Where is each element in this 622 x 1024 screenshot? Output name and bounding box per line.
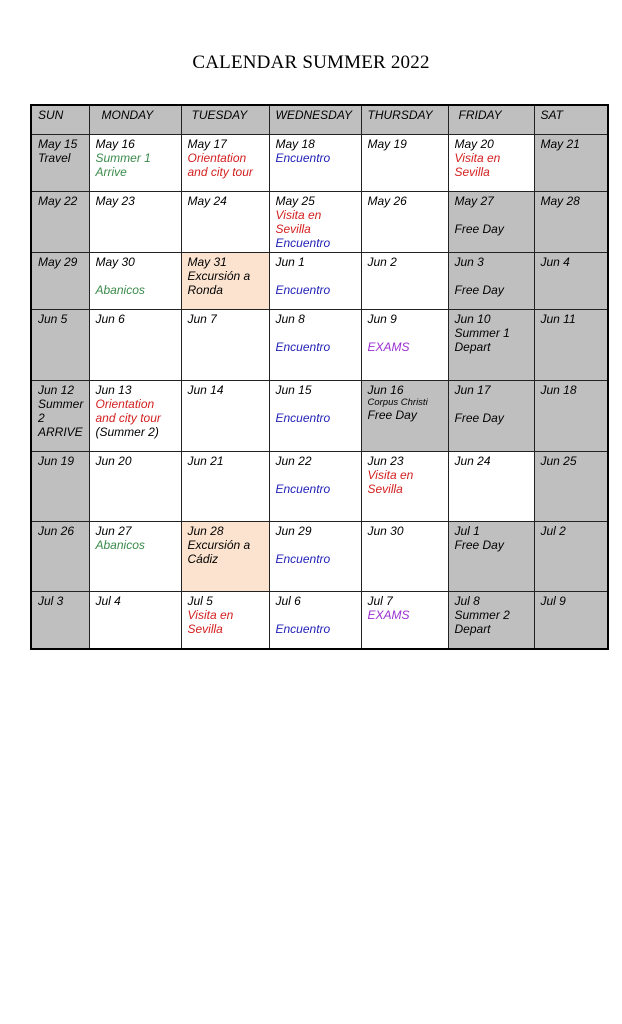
day-date: May 19 xyxy=(367,137,407,151)
day-cell xyxy=(269,522,361,592)
header-thursday: THURSDAY xyxy=(361,105,448,135)
event-text xyxy=(455,269,528,283)
week-row xyxy=(31,452,608,522)
day-cell xyxy=(534,592,608,650)
day-cell xyxy=(448,253,534,310)
event-text: Visita en xyxy=(367,468,414,482)
day-date: Jun 20 xyxy=(95,454,132,468)
event-text: ARRIVE xyxy=(38,425,83,439)
event-text: Sevilla xyxy=(187,622,223,636)
week-row xyxy=(31,192,608,253)
day-cell xyxy=(448,381,534,452)
day-cell xyxy=(361,253,448,310)
event-text: Orientation xyxy=(187,151,247,165)
day-date: Jun 30 xyxy=(367,524,404,538)
day-cell xyxy=(448,135,534,192)
day-date: Jun 13 xyxy=(95,383,132,397)
event-text xyxy=(368,326,442,340)
event-text: Visita en xyxy=(454,151,501,165)
day-date: Jun 28 xyxy=(187,524,224,538)
day-date: Jun 2 xyxy=(367,255,397,269)
event-text: Cádiz xyxy=(187,552,219,566)
day-date: Jun 4 xyxy=(540,255,570,269)
event-text: Free Day xyxy=(367,408,417,422)
day-date: May 18 xyxy=(275,137,315,151)
day-cell xyxy=(534,135,608,192)
day-date: Jun 3 xyxy=(454,255,484,269)
day-cell xyxy=(361,192,448,253)
day-cell xyxy=(534,381,608,452)
day-date: May 22 xyxy=(38,194,78,208)
day-cell xyxy=(31,192,89,253)
event-text xyxy=(455,397,528,411)
day-date: Jul 5 xyxy=(187,594,213,608)
day-cell xyxy=(361,310,448,381)
event-text xyxy=(96,269,175,283)
day-cell xyxy=(89,381,181,452)
day-date: Jun 21 xyxy=(187,454,224,468)
day-cell xyxy=(534,452,608,522)
day-cell xyxy=(181,522,269,592)
event-text: Visita en xyxy=(275,208,322,222)
event-text: Encuentro xyxy=(275,283,331,297)
day-date: May 16 xyxy=(95,137,135,151)
event-text: Encuentro xyxy=(275,552,331,566)
day-date: May 27 xyxy=(454,194,494,208)
event-text: Summer 1 xyxy=(454,326,510,340)
event-text: Excursión a xyxy=(187,538,251,552)
event-text: Ronda xyxy=(187,283,223,297)
day-cell xyxy=(269,452,361,522)
event-text: Excursión a xyxy=(187,269,251,283)
header-monday: MONDAY xyxy=(89,105,181,135)
event-text: Depart xyxy=(454,340,491,354)
day-cell xyxy=(534,310,608,381)
day-date: May 17 xyxy=(187,137,227,151)
event-text: and city tour xyxy=(95,411,161,425)
day-date: Jul 1 xyxy=(454,524,480,538)
day-date: May 25 xyxy=(275,194,315,208)
event-text: Travel xyxy=(38,151,71,165)
event-text: Arrive xyxy=(95,165,127,179)
day-date: Jun 8 xyxy=(275,312,305,326)
day-cell xyxy=(448,192,534,253)
event-text: Encuentro xyxy=(275,411,331,425)
event-text: Encuentro xyxy=(275,622,331,636)
event-text: (Summer 2) xyxy=(95,425,159,439)
event-text: Abanicos xyxy=(95,538,145,552)
event-text: Sevilla xyxy=(454,165,490,179)
day-date: May 29 xyxy=(38,255,78,269)
event-text: Encuentro xyxy=(275,340,331,354)
day-date: May 26 xyxy=(367,194,407,208)
day-date: Jun 16 xyxy=(367,383,404,397)
day-date: Jul 9 xyxy=(540,594,566,608)
day-cell xyxy=(89,253,181,310)
header-friday: FRIDAY xyxy=(448,105,534,135)
day-cell xyxy=(181,253,269,310)
day-cell xyxy=(361,381,448,452)
header-tuesday: TUESDAY xyxy=(181,105,269,135)
day-date: Jun 9 xyxy=(367,312,397,326)
day-cell xyxy=(181,452,269,522)
week-row xyxy=(31,522,608,592)
event-text xyxy=(276,397,355,411)
day-date: May 20 xyxy=(454,137,494,151)
week-row xyxy=(31,310,608,381)
event-text: Corpus Christi xyxy=(367,397,428,408)
day-date: Jun 1 xyxy=(275,255,305,269)
event-text: Free Day xyxy=(454,411,504,425)
day-date: Jun 27 xyxy=(95,524,132,538)
event-text: Sevilla xyxy=(275,222,311,236)
week-row xyxy=(31,592,608,650)
event-text: Summer xyxy=(38,397,84,411)
header-sun: SUN xyxy=(31,105,89,135)
event-text xyxy=(276,538,355,552)
event-text: Free Day xyxy=(454,538,504,552)
day-date: Jun 26 xyxy=(38,524,75,538)
event-text: Sevilla xyxy=(367,482,403,496)
event-text: EXAMS xyxy=(367,608,410,622)
day-cell xyxy=(31,452,89,522)
day-cell xyxy=(361,592,448,650)
day-date: Jul 8 xyxy=(454,594,480,608)
day-date: Jun 17 xyxy=(454,383,491,397)
day-cell xyxy=(269,592,361,650)
day-cell xyxy=(181,310,269,381)
event-text xyxy=(276,326,355,340)
week-row xyxy=(31,381,608,452)
event-text: Abanicos xyxy=(95,283,145,297)
day-date: Jul 3 xyxy=(38,594,64,608)
event-text: EXAMS xyxy=(367,340,410,354)
event-text xyxy=(276,608,355,622)
day-cell xyxy=(89,310,181,381)
day-date: May 15 xyxy=(38,137,78,151)
event-text: Encuentro xyxy=(275,151,331,165)
day-date: May 21 xyxy=(540,137,580,151)
day-date: May 28 xyxy=(540,194,580,208)
day-date: Jun 15 xyxy=(275,383,312,397)
event-text: Summer 1 xyxy=(95,151,151,165)
event-text: Visita en xyxy=(187,608,234,622)
day-cell xyxy=(89,452,181,522)
day-date: Jul 6 xyxy=(275,594,301,608)
day-date: Jul 2 xyxy=(540,524,566,538)
day-cell xyxy=(181,381,269,452)
day-date: Jun 5 xyxy=(38,312,68,326)
day-cell xyxy=(269,310,361,381)
day-cell xyxy=(181,592,269,650)
day-cell xyxy=(448,452,534,522)
day-cell xyxy=(31,310,89,381)
day-cell xyxy=(31,592,89,650)
day-date: Jun 7 xyxy=(187,312,217,326)
day-cell xyxy=(361,522,448,592)
day-cell xyxy=(269,192,361,253)
event-text: Free Day xyxy=(454,283,504,297)
day-cell xyxy=(361,135,448,192)
event-text xyxy=(276,468,355,482)
event-text: Summer 2 xyxy=(454,608,510,622)
day-cell xyxy=(534,522,608,592)
day-date: May 31 xyxy=(187,255,227,269)
event-text: Free Day xyxy=(454,222,504,236)
day-cell xyxy=(31,135,89,192)
day-date: Jun 10 xyxy=(454,312,491,326)
event-text: Depart xyxy=(454,622,491,636)
day-date: May 23 xyxy=(95,194,135,208)
day-cell xyxy=(89,592,181,650)
event-text: Encuentro xyxy=(275,236,331,250)
day-cell xyxy=(31,253,89,310)
day-cell xyxy=(269,253,361,310)
day-date: Jul 4 xyxy=(95,594,121,608)
day-date: Jun 18 xyxy=(540,383,577,397)
event-text: 2 xyxy=(38,411,45,425)
day-cell xyxy=(181,135,269,192)
weekday-header-row xyxy=(31,105,608,135)
week-row xyxy=(31,135,608,192)
day-date: May 24 xyxy=(187,194,227,208)
day-cell xyxy=(181,192,269,253)
day-date: Jun 6 xyxy=(95,312,125,326)
day-date: Jun 29 xyxy=(275,524,312,538)
day-cell xyxy=(448,310,534,381)
day-cell xyxy=(89,135,181,192)
event-text: Encuentro xyxy=(275,482,331,496)
day-cell xyxy=(31,522,89,592)
day-cell xyxy=(269,135,361,192)
day-cell xyxy=(361,452,448,522)
day-date: Jul 7 xyxy=(367,594,393,608)
day-cell xyxy=(534,192,608,253)
day-date: Jun 22 xyxy=(275,454,312,468)
day-cell xyxy=(31,381,89,452)
event-text: Orientation xyxy=(95,397,155,411)
page-title: CALENDAR SUMMER 2022 xyxy=(192,52,430,73)
day-date: Jun 23 xyxy=(367,454,404,468)
event-text xyxy=(455,208,528,222)
day-date: May 30 xyxy=(95,255,135,269)
day-cell xyxy=(269,381,361,452)
day-date: Jun 24 xyxy=(454,454,491,468)
day-date: Jun 14 xyxy=(187,383,224,397)
header-sat: SAT xyxy=(534,105,608,135)
day-date: Jun 12 xyxy=(38,383,75,397)
week-row xyxy=(31,253,608,310)
day-cell xyxy=(89,192,181,253)
day-cell xyxy=(448,522,534,592)
day-cell xyxy=(89,522,181,592)
calendar-table xyxy=(30,104,609,650)
day-date: Jun 19 xyxy=(38,454,75,468)
header-wednesday: WEDNESDAY xyxy=(269,105,361,135)
event-text xyxy=(276,269,355,283)
day-date: Jun 11 xyxy=(540,312,576,326)
day-cell xyxy=(534,253,608,310)
day-date: Jun 25 xyxy=(540,454,577,468)
day-cell xyxy=(448,592,534,650)
event-text: and city tour xyxy=(187,165,253,179)
